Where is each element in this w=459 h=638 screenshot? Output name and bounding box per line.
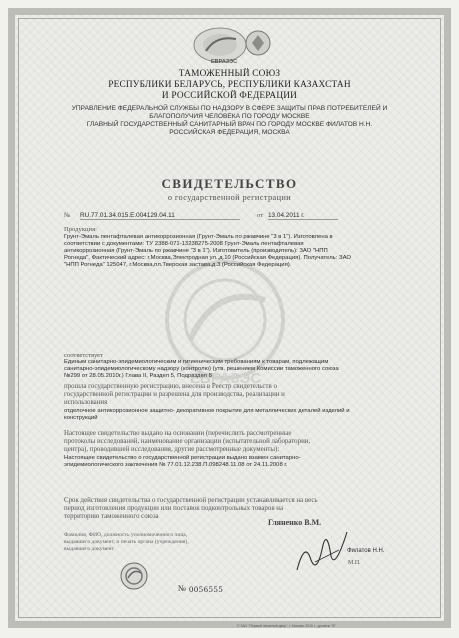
certificate-subtitle: о государственной регистрации (167, 193, 292, 202)
registration-printed-2: государственной регистрации и разрешена для производства, реализации и (64, 391, 285, 398)
official-printed-3: выдавшего документ (64, 546, 114, 552)
compliance-line-2: санитарно-эпидемиологическому надзору (контролю) (утв. решением Комиссии таможенного союза (64, 366, 339, 372)
serial-prefix: № (178, 584, 186, 593)
basis-line-2: эпидемиологического заключения № 77.01.12.238.П.098248.11.08 от 24.11.2008 г. (64, 462, 288, 468)
product-label: Продукция: (64, 226, 97, 233)
compliance-label: соответствует (64, 352, 103, 359)
registration-date: 13.04.2011 г. (268, 212, 338, 220)
official-printed-2: выдавшего документ, и печать органа (учреждения), (64, 539, 189, 545)
certificate-title: СВИДЕТЕЛЬСТВО (161, 176, 298, 191)
registration-printed-3: использования (64, 399, 108, 406)
basis-line-1: Настоящее свидетельство о государственной регистрации выдано взамен санитарно- (64, 455, 301, 461)
number-label: № (64, 212, 71, 219)
date-from-label: от (257, 212, 264, 219)
watermark-text: ЕВРАЗЭС (190, 370, 262, 387)
product-line-3: антикоррозионная (Грунт-Эмаль по ржавчине "3 в 1"). Изготовитель (производитель): ЗАО "НПП (64, 248, 328, 254)
validity-stamp: Гляненко В.М. (268, 518, 322, 527)
validity-printed-2: период изготовления продукции или поставок подконтрольных товаров на (64, 505, 284, 512)
product-line-1: Грунт-Эмаль пентафталевая антикоррозионная (Грунт-Эмаль по ржавчине "3 в 1"). Изготовлена в (64, 234, 333, 240)
mp-label: М.П. (348, 560, 361, 566)
printer-footer: © ЗАО "Первый печатный двор", г. Москва, 2010 г., уровень "В" (237, 624, 336, 628)
registration-number: RU.77.01.34.015.Е.004129.04.11 (80, 212, 240, 220)
official-printed-1: Фамилия, ФИО, должность уполномоченного лица, (64, 532, 188, 538)
serial-number: 0056555 (189, 584, 224, 594)
registration-printed-1: прошла государственную регистрацию, внесена в Реестр свидетельств о (64, 383, 277, 390)
product-line-4: Рогнеда", Фактический адрес: г.Москва,Электродная ул.,д.10 (Российская Федерация). Получатель: ЗАО (64, 255, 351, 261)
product-line-2: соответствии с документами: ТУ 2388-071-13238275-2008 Грунт-Эмаль пентафталевая (64, 241, 304, 247)
header-line-2: РЕСПУБЛИКИ БЕЛАРУСЬ, РЕСПУБЛИКИ КАЗАХСТАН (108, 80, 351, 90)
compliance-line-1: Единым санитарно-эпидемиологическим и гигиеническим требованиям к товарам, подлежащим (64, 359, 329, 365)
basis-printed-1: Настоящее свидетельство выдано на основании (перечислить рассмотренные (64, 430, 292, 437)
basis-printed-2: протоколы исследований, наименование организации (испытательной лаборатории, (64, 438, 311, 445)
signature-icon (287, 520, 357, 580)
usage-line-1: отделочное антикоррозионное защитно- декоративное покрытие для металлических деталей изделий и (64, 408, 350, 414)
compliance-line-3: №299 от 28.05.2010г.) Глава II, Раздел 5, Подраздел 8 (64, 373, 212, 379)
authority-line-1: УПРАВЛЕНИЕ ФЕДЕРАЛЬНОЙ СЛУЖБЫ ПО НАДЗОРУ В СФЕРЕ ЗАЩИТЫ ПРАВ ПОТРЕБИТЕЛЕЙ И (71, 105, 388, 112)
logo-text: ЕВРАЗЭС (211, 59, 238, 65)
validity-printed-1: Срок действия свидетельства о государственной регистрации устанавливается на весь (64, 497, 318, 504)
authority-line-4: РОССИЙСКАЯ ФЕДЕРАЦИЯ, МОСКВА (169, 129, 290, 136)
product-line-5: "НПП Рогнеда" 125047, г.Москва,пл.Тверская застава,д.3 (Российская Федерация). (64, 262, 292, 268)
basis-printed-3: центра), проводившей исследования, другие рассмотренные документы): (64, 446, 280, 453)
eurasec-emblem-icon (192, 25, 272, 67)
authority-line-2: БЛАГОПОЛУЧИЯ ЧЕЛОВЕКА ПО ГОРОДУ МОСКВЕ (149, 113, 310, 120)
validity-printed-3: территорию таможенного союза (64, 513, 159, 520)
header-line-3: И РОССИЙСКОЙ ФЕДЕРАЦИИ (161, 91, 298, 101)
hologram-stamp-icon (120, 562, 148, 590)
eurasec-logo (192, 25, 272, 67)
usage-line-2: конструкций (64, 415, 98, 421)
header-line-1: ТАМОЖЕННЫЙ СОЮЗ (178, 69, 281, 79)
official-name: Филатов Н.Н. (347, 548, 385, 554)
authority-line-3: ГЛАВНЫЙ ГОСУДАРСТВЕННЫЙ САНИТАРНЫЙ ВРАЧ ПО ГОРОДУ МОСКВЕ ФИЛАТОВ Н.Н. (86, 121, 373, 128)
